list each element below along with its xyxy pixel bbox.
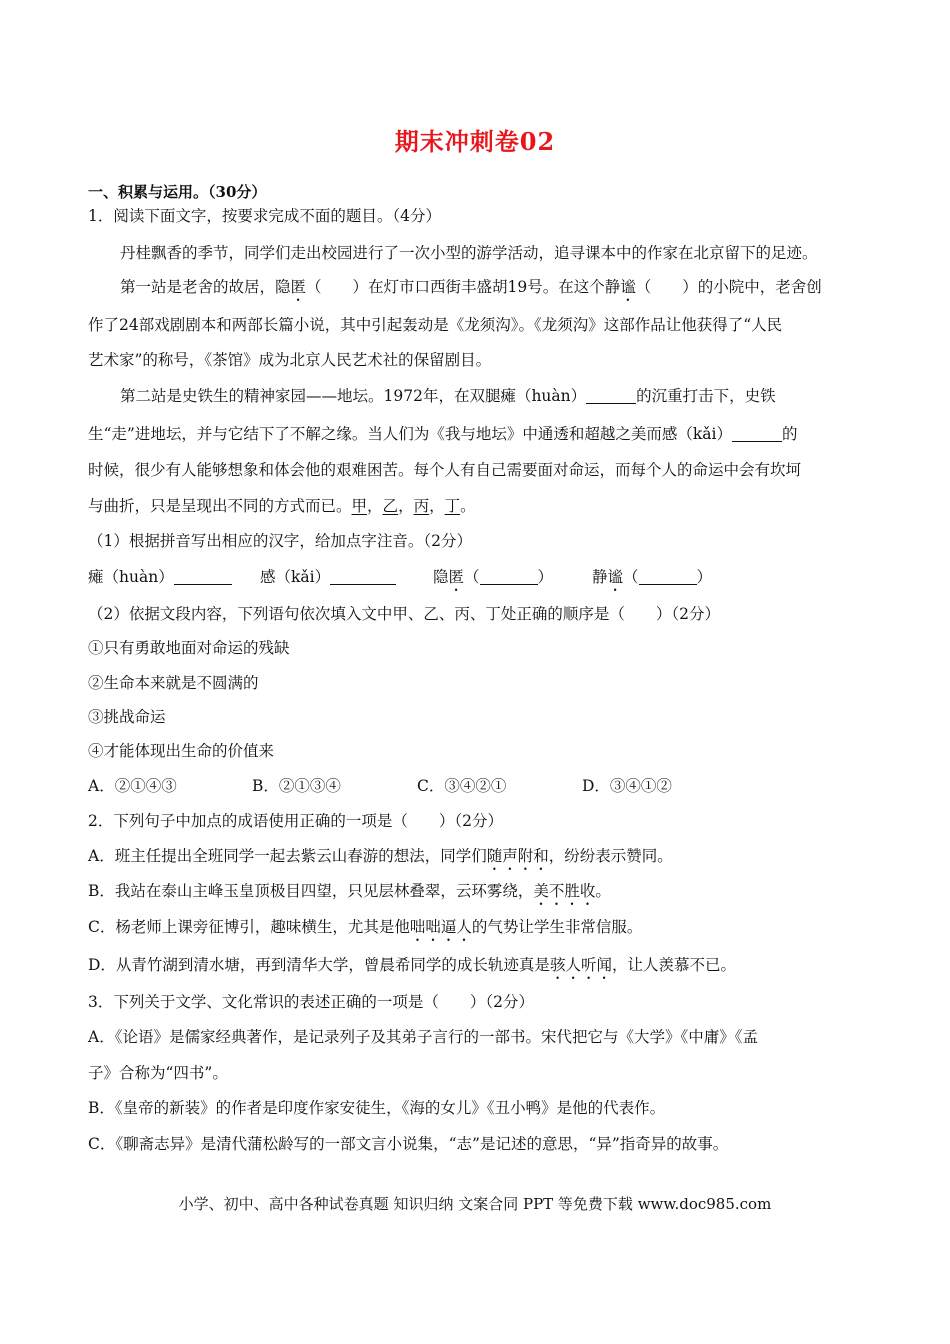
- paren: ）: [696, 568, 713, 586]
- text: ，纷纷表示赞同。: [548, 847, 673, 865]
- fill-label: 瘫（huàn）: [88, 568, 174, 586]
- option-d[interactable]: [88, 955, 736, 983]
- fill-blank[interactable]: [480, 570, 538, 585]
- paren: ）: [537, 568, 554, 586]
- fill-blank[interactable]: [732, 427, 782, 442]
- passage-line: 作了24部戏剧剧本和两部长篇小说，其中引起轰动是《龙须沟》。《龙须沟》这部作品让他获得了“人民: [88, 316, 783, 334]
- question-1-stem: 1．阅读下面文字，按要求完成不面的题目。（4分）: [88, 207, 441, 225]
- paren: （: [464, 568, 480, 586]
- option-c[interactable]: C．③④②①: [417, 777, 507, 795]
- fill-blank[interactable]: [174, 570, 232, 585]
- option-b[interactable]: B．《皇帝的新装》的作者是印度作家安徒生，《海的女儿》《丑小鸭》是他的代表作。: [88, 1099, 666, 1117]
- passage-line: [88, 496, 476, 516]
- sentence-option: ④才能体现出生命的价值来: [88, 742, 275, 760]
- text: D．从青竹湖到清水塘，再到清华大学，曾晨希同学的成长轨迹真是: [88, 956, 550, 974]
- dotted-idiom: 骇人听闻: [549, 956, 612, 974]
- text: B．我站在泰山主峰玉皇顶极目四望，只见层林叠翠，云环雾绕，: [88, 882, 534, 900]
- passage-line: 丹桂飘香的季节，同学们走出校园进行了一次小型的游学活动，追寻课本中的作家在北京留下的足迹。: [120, 244, 818, 262]
- option-a-cont: 子》合称为“四书”。: [88, 1064, 228, 1082]
- marker-ding: 丁: [444, 497, 461, 515]
- marker-jia: 甲: [351, 497, 368, 515]
- text: C．杨老师上课旁征博引，趣味横生，尤其是他: [88, 918, 410, 936]
- passage-line: [88, 424, 797, 444]
- dotted-idiom: 随声附和: [486, 847, 549, 865]
- passage-line: 艺术家”的称号，《茶馆》成为北京人民艺术社的保留剧目。: [88, 351, 492, 369]
- text: A．班主任提出全班同学一起去紫云山春游的想法，同学们: [88, 847, 487, 865]
- paren: （: [623, 568, 639, 586]
- text: （ ）的小院中，老舍创: [635, 278, 822, 296]
- fill-item: [592, 567, 712, 595]
- text: 的沉重打击下，史铁: [636, 387, 776, 405]
- sep: ，: [367, 497, 383, 515]
- text: 第一站是老舍的故居，隐: [120, 278, 291, 296]
- fill-blank[interactable]: [330, 570, 396, 585]
- passage-line: 时候，很少有人能够想象和体会他的艰难困苦。每个人有自己需要面对命运，而每个人的命运中会有坎坷: [88, 461, 802, 479]
- text: 的气势让学生非常信服。: [471, 918, 643, 936]
- dotted-char: 匿: [448, 568, 465, 586]
- sub-question-2: （2）依据文段内容，下列语句依次填入文中甲、乙、丙、丁处正确的顺序是（ ）（2分）: [88, 605, 720, 623]
- option-d[interactable]: D．③④①②: [582, 777, 672, 795]
- text: ，让人羡慕不已。: [611, 956, 736, 974]
- fill-item: [88, 567, 232, 587]
- dotted-idiom: 美不胜收: [533, 882, 596, 900]
- text: 的: [781, 425, 798, 443]
- fill-blank[interactable]: [586, 389, 636, 404]
- fill-blank[interactable]: [639, 570, 697, 585]
- option-b[interactable]: B．②①③④: [252, 777, 341, 795]
- marker-yi: 乙: [382, 497, 399, 515]
- sub-question-1: （1）根据拼音写出相应的汉字，给加点字注音。（2分）: [88, 532, 472, 550]
- fill-label: 隐: [433, 568, 449, 586]
- sentence-option: ③挑战命运: [88, 708, 166, 726]
- page-footer: 小学、初中、高中各种试卷真题 知识归纳 文案合同 PPT 等免费下载 www.doc985.com: [178, 1195, 772, 1213]
- passage-line: [120, 386, 776, 406]
- dotted-idiom: 咄咄逼人: [409, 918, 472, 936]
- end: 。: [460, 497, 476, 515]
- fill-item: [433, 567, 553, 595]
- option-c[interactable]: C．《聊斋志异》是清代蒲松龄写的一部文言小说集，“志”是记述的意思，“异”指奇异的故事。: [88, 1135, 729, 1153]
- passage-line: [120, 277, 822, 305]
- fill-item: [260, 567, 396, 587]
- text: 第二站是史铁生的精神家园——地坛。1972年，在双腿瘫（huàn）: [120, 387, 587, 405]
- text: 与曲折，只是呈现出不同的方式而已。: [88, 497, 352, 515]
- section-heading: 一、积累与运用。（30分）: [88, 183, 267, 201]
- text: 。: [595, 882, 611, 900]
- sentence-option: ②生命本来就是不圆满的: [88, 674, 259, 692]
- question-2-stem: 2．下列句子中加点的成语使用正确的一项是（ ）（2分）: [88, 812, 503, 830]
- option-b[interactable]: [88, 881, 611, 909]
- page-title: 期末冲刺卷02: [394, 127, 556, 156]
- option-c[interactable]: [88, 917, 642, 945]
- option-a[interactable]: [88, 846, 673, 874]
- question-3-stem: 3．下列关于文学、文化常识的表述正确的一项是（ ）（2分）: [88, 993, 534, 1011]
- dotted-char: 谧: [620, 278, 636, 296]
- dotted-char: 匿: [290, 278, 307, 296]
- marker-bing: 丙: [413, 497, 430, 515]
- option-a[interactable]: A．《论语》是儒家经典著作，是记录列子及其弟子言行的一部书。宋代把它与《大学》《中庸》《孟: [88, 1028, 758, 1046]
- text: （ ）在灯市口西街丰盛胡19号。在这个静: [306, 278, 621, 296]
- fill-label: 静: [592, 568, 608, 586]
- dotted-char: 谧: [607, 568, 624, 586]
- text: 生“走”进地坛，并与它结下了不解之缘。当人们为《我与地坛》中通透和超越之美而感（kǎi）: [88, 425, 732, 443]
- sep: ，: [398, 497, 414, 515]
- sep: ，: [429, 497, 445, 515]
- sentence-option: ①只有勇敢地面对命运的残缺: [88, 639, 290, 657]
- option-a[interactable]: A．②①④③: [88, 777, 177, 795]
- fill-label: 感（kǎi）: [260, 568, 331, 586]
